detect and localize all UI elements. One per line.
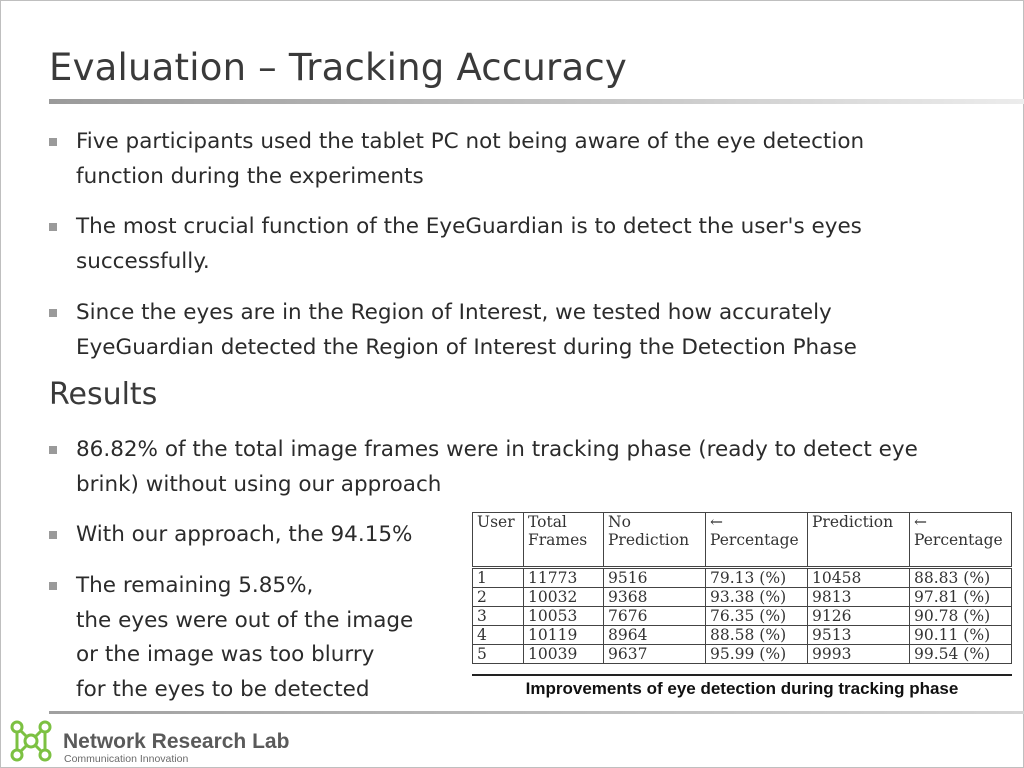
bullet-text-line: The most crucial function of the EyeGuardian is to detect the user's eyes: [76, 214, 862, 239]
table-row: [473, 607, 1012, 626]
bullet-remaining: [49, 569, 413, 707]
bullet-square-icon: [49, 531, 57, 539]
results-heading: Results: [49, 377, 158, 412]
bullet-text-line: EyeGuardian detected the Region of Interest during the Detection Phase: [76, 334, 857, 360]
bullet-square-icon: [49, 223, 57, 231]
cell-total-frames: 10053: [524, 607, 604, 626]
cell-user: 2: [473, 588, 524, 607]
header-no-prediction: No Prediction: [604, 513, 706, 568]
cell-prediction: 10458: [808, 568, 910, 588]
cell-no-prediction: 8964: [604, 626, 706, 645]
header-user: User: [473, 513, 524, 568]
bullet-text-line: function during the experiments: [76, 163, 424, 189]
cell-percentage: 88.58 (%): [706, 626, 808, 645]
cell-total-frames: 10032: [524, 588, 604, 607]
cell-percentage: 76.35 (%): [706, 607, 808, 626]
network-nodes-icon: [8, 718, 54, 764]
bullet-text-line: Five participants used the tablet PC not being aware of the eye detection: [76, 129, 865, 154]
title-divider: [49, 99, 1024, 104]
bullet-square-icon: [49, 446, 57, 454]
bullet-square-icon: [49, 582, 57, 590]
cell-no-prediction: 9368: [604, 588, 706, 607]
cell-total-frames: 11773: [524, 568, 604, 588]
bullet-text-line: successfully.: [76, 248, 210, 274]
header-percentage-prediction: ← Percentage: [910, 513, 1012, 568]
cell-percentage: 88.83 (%): [910, 568, 1012, 588]
bullet-text-line: the eyes were out of the image: [76, 607, 414, 633]
lab-name: Network Research Lab: [63, 730, 290, 753]
cell-percentage: 79.13 (%): [706, 568, 808, 588]
results-table: [472, 512, 1012, 664]
table-caption: Improvements of eye detection during tracking phase: [472, 674, 1012, 699]
cell-no-prediction: 7676: [604, 607, 706, 626]
bullet-text-line: for the eyes to be detected: [76, 676, 370, 702]
cell-percentage: 99.54 (%): [910, 645, 1012, 664]
bullet-participants: [49, 125, 864, 194]
table-row: [473, 645, 1012, 664]
cell-percentage: 93.38 (%): [706, 588, 808, 607]
slide-title: Evaluation – Tracking Accuracy: [49, 46, 627, 89]
bullet-region-of-interest: [49, 296, 857, 365]
bullet-square-icon: [49, 309, 57, 317]
bullet-square-icon: [49, 138, 57, 146]
bullet-crucial-function: [49, 210, 862, 279]
cell-no-prediction: 9516: [604, 568, 706, 588]
header-percentage-no-prediction: ← Percentage: [706, 513, 808, 568]
cell-prediction: 9993: [808, 645, 910, 664]
bullet-text-line: or the image was too blurry: [76, 642, 375, 667]
bullet-text-line: brink) without using our approach: [76, 471, 442, 497]
table-header-row: [473, 513, 1012, 568]
table-row: [473, 588, 1012, 607]
cell-percentage: 95.99 (%): [706, 645, 808, 664]
cell-percentage: 97.81 (%): [910, 588, 1012, 607]
bullet-with-approach: [49, 518, 412, 553]
cell-no-prediction: 9637: [604, 645, 706, 664]
header-total-frames: Total Frames: [524, 513, 604, 568]
lab-tagline: Communication Innovation: [64, 753, 189, 765]
bullet-text-line: The remaining 5.85%,: [76, 573, 314, 598]
bullet-text-line: 86.82% of the total image frames were in tracking phase (ready to detect eye: [76, 437, 918, 462]
bullet-text-line: With our approach, the 94.15%: [76, 522, 413, 547]
results-table-container: [472, 512, 1012, 670]
cell-percentage: 90.78 (%): [910, 607, 1012, 626]
cell-total-frames: 10119: [524, 626, 604, 645]
table-row: [473, 568, 1012, 588]
cell-user: 4: [473, 626, 524, 645]
cell-user: 1: [473, 568, 524, 588]
cell-prediction: 9813: [808, 588, 910, 607]
footer-divider: [49, 711, 1024, 714]
cell-percentage: 90.11 (%): [910, 626, 1012, 645]
cell-user: 5: [473, 645, 524, 664]
cell-prediction: 9513: [808, 626, 910, 645]
cell-user: 3: [473, 607, 524, 626]
cell-total-frames: 10039: [524, 645, 604, 664]
bullet-text-line: Since the eyes are in the Region of Interest, we tested how accurately: [76, 300, 832, 325]
cell-prediction: 9126: [808, 607, 910, 626]
header-prediction: Prediction: [808, 513, 910, 568]
bullet-tracking-phase: [49, 433, 918, 502]
table-row: [473, 626, 1012, 645]
